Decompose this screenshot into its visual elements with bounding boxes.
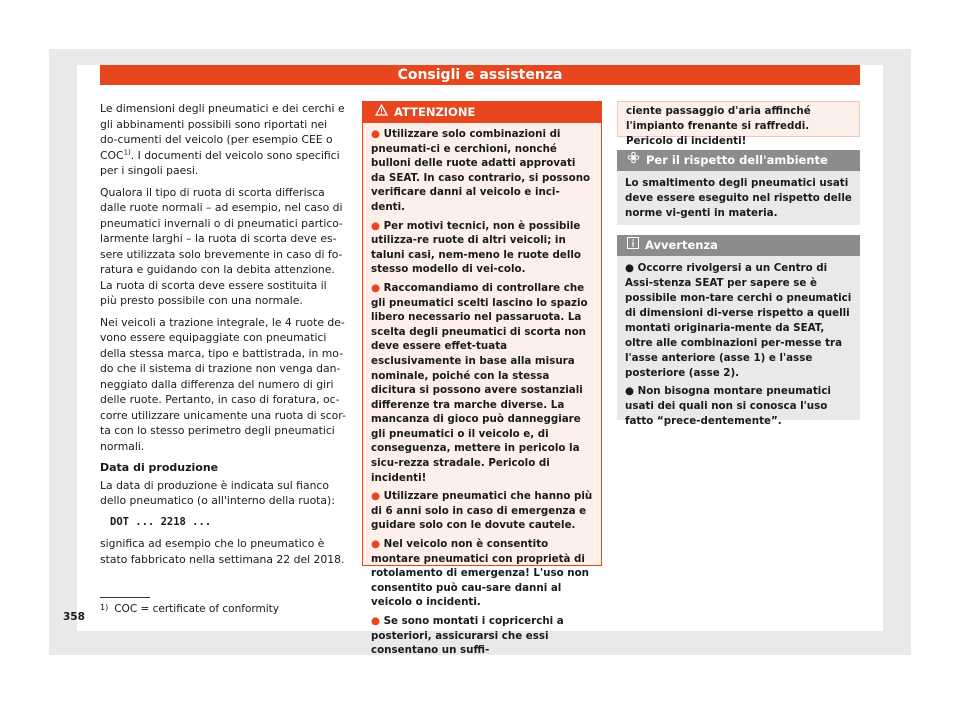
notice-body bbox=[617, 256, 860, 438]
notice-item: ● Non bisogna montare pneumatici usati dei quali non si conosca l'uso fatto “prece-dentemente”. bbox=[625, 385, 831, 427]
paragraph: significa ad esempio che lo pneumatico è stato fabbricato nella settimana 22 del 2018. bbox=[100, 537, 345, 566]
warning-header: ATTENZIONE bbox=[363, 102, 601, 123]
paragraph: La data di produzione è indicata sul fianco dello pneumatico (o all'interno della ruota): bbox=[100, 478, 335, 507]
environment-body bbox=[617, 171, 860, 230]
warning-item: ● Se sono montati i copricerchi a posteriori, assicurarsi che essi consentano un suffi- bbox=[371, 615, 564, 657]
subheading: Data di produzione bbox=[100, 461, 219, 474]
flower-icon bbox=[627, 150, 640, 171]
warning-item: ● Utilizzare solo combinazioni di pneumati-ci e cerchioni, nonché bulloni delle ruote adatti approvati da SEAT. In caso contrario, si possono verificare danni al veicolo e inci-denti. bbox=[371, 128, 591, 213]
warning-triangle-icon bbox=[375, 102, 388, 123]
warning-continuation: ciente passaggio d'aria affinché l'impianto frenante si raffreddi. Pericolo di incidenti! bbox=[617, 101, 860, 137]
environment-box bbox=[617, 150, 860, 225]
section-header: Consigli e assistenza bbox=[100, 65, 860, 85]
environment-header: Per il rispetto dell'ambiente bbox=[617, 150, 860, 171]
warning-box bbox=[362, 101, 602, 657]
warning-item: ● Raccomandiamo di controllare che gli pneumatici scelti lascino lo spazio libero necessario nel passaruota. La scelta degli pneumatici di scorta non deve essere effet-tuata esclusivamente in base alla misura nominale, poiché con la stessa dicitura si possono avere sostanziali differenze tra marche diverse. La mancanza di gioco può danneggiare gli pneumatici o il veicolo e, di conseguenza, mettere in pericolo la sicu-rezza stradale. Pericolo di incidenti! bbox=[371, 281, 588, 484]
footnote-divider bbox=[100, 597, 150, 598]
warning-item: ● Utilizzare pneumatici che hanno più di 6 anni solo in caso di emergenza e guidare solo con le dovute cautele. bbox=[371, 490, 593, 532]
notice-header: Avvertenza bbox=[617, 235, 860, 256]
paragraph: Nei veicoli a trazione integrale, le 4 ruote de-vono essere equipaggiate con pneumatici della stessa marca, tipo e battistrada, in mo-do che il sistema di trazione non venga dan-neggiato dalla differenza del numero di giri delle ruote. Pertanto, in caso di foratura, oc-corre utilizzare unicamente una ruota di scor-ta con lo stesso perimetro degli pneumatici normali. bbox=[100, 315, 346, 453]
warning-item: ● Per motivi tecnici, non è possibile utilizza-re ruote di altri veicoli; in taluni casi, nem-meno le ruote dello stesso modello di vei-colo. bbox=[371, 219, 581, 276]
environment-text: Lo smaltimento degli pneumatici usati deve essere eseguito nel rispetto delle norme vi-genti in materia. bbox=[625, 177, 852, 219]
page-number: 358 bbox=[63, 611, 85, 623]
footnote: $^{1)}$ COC = certificate of conformity bbox=[100, 603, 279, 615]
footnote-ref[interactable]: 1) bbox=[123, 147, 131, 156]
notice-item: ● Occorre rivolgersi a un Centro di Assi-stenza SEAT per sapere se è possibile mon-tare cerchi o pneumatici di dimensioni di-verse rispetto a quelli montati originaria-mente da SEAT, oltre alle combinazioni per-messe tra l'asse anteriore (asse 1) e l'asse posteriore (asse 2). bbox=[625, 262, 852, 379]
main-text-column bbox=[100, 101, 346, 573]
dot-code: DOT ... 2218 ... bbox=[110, 515, 212, 528]
warning-body bbox=[363, 123, 601, 658]
notice-box bbox=[617, 235, 860, 427]
warning-item: ● Nel veicolo non è consentito montare pneumatici con proprietà di rotolamento di emergenza! L'uso non consentito può cau-sare danni al veicolo o incidenti. bbox=[371, 538, 589, 609]
paragraph: Le dimensioni degli pneumatici e dei cerchi e gli abbinamenti possibili sono riportati nei do-cumenti del veicolo (per esempio CEE o COC$^{1)}$. I documenti del veicolo sono specifici per i singoli paesi. bbox=[100, 102, 345, 177]
info-icon bbox=[627, 235, 639, 256]
paragraph: Qualora il tipo di ruota di scorta differisca dalle ruote normali – ad esempio, nel caso di pneumatici invernali o di pneumatici partico-larmente larghi – la ruota di scorta deve es-sere utilizzata solo brevemente in caso di fo-ratura e guidando con la debita attenzione. La ruota di scorta deve essere sostituita il più presto possibile con una normale. bbox=[100, 185, 343, 307]
